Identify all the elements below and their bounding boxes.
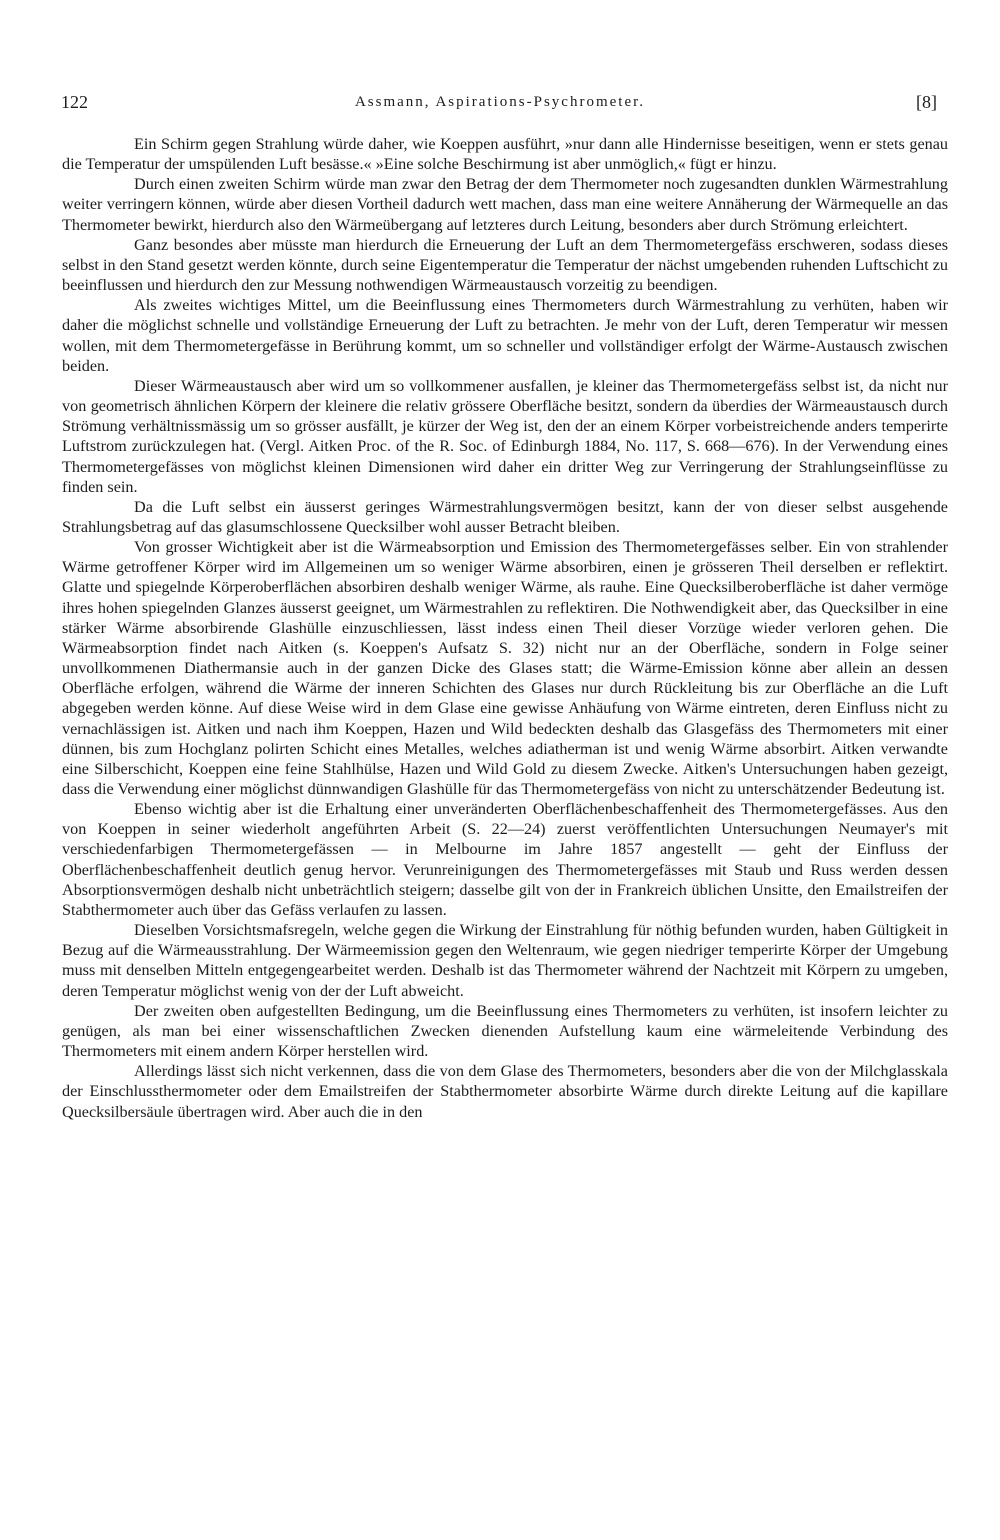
paragraph: Allerdings lässt sich nicht verkennen, dass die von dem Glase des Thermometers, besonders aber die von der Milchglasskala der Einschlussthermometer oder dem Emailstreifen der Stabthermometer absorbirte Wärme durch direkte Leitung auf die kapillare Quecksilbersäule übertragen wird. Aber auch die in den bbox=[62, 1062, 948, 1121]
paragraph: Durch einen zweiten Schirm würde man zwar den Betrag der dem Thermometer noch zugesandten dunklen Wärmestrahlung weiter verringern können, würde aber diesen Vortheil dadurch wett machen, dass man eine weitere Annäherung der Wärmequelle an das Thermometer bewirkt, hierdurch also den Wärmeübergang auf letzteres durch Leitung, besonders aber durch Strömung erleichtert. bbox=[62, 175, 948, 234]
paragraph: Ein Schirm gegen Strahlung würde daher, wie Koeppen ausführt, »nur dann alle Hindernisse beseitigen, wenn er stets genau die Temperatur der umspülenden Luft besässe.« »Eine solche Beschirmung ist aber unmöglich,« fügt er hinzu. bbox=[62, 135, 948, 174]
paragraph: Dieser Wärmeaustausch aber wird um so vollkommener ausfallen, je kleiner das Thermometergefäss selbst ist, da nicht nur von geometrisch ähnlichen Körpern der kleinere die relativ grössere Oberfläche besitzt, sondern da überdies der Wärmeaustausch durch Strömung verhältnissmässig um so grösser ausfällt, je kürzer der Weg ist, den der an einem Körper vorbeistreichende anders temperirte Luftstrom zurückzulegen hat. (Vergl. Aitken Proc. of the R. Soc. of Edinburgh 1884, No. 117, S. 668—676). In der Verwendung eines Thermometergefässes von möglichst kleinen Dimensionen wird daher ein dritter Weg zur Verringerung der Strahlungseinflüsse zu finden sein. bbox=[62, 376, 948, 496]
paragraph: Ganz besondes aber müsste man hierdurch die Erneuerung der Luft an dem Thermometergefäss erschweren, sodass dieses selbst in den Stand gesetzt werden könnte, durch seine Eigentemperatur die Temperatur der nächst umgebenden ruhenden Luftschicht zu beeinflussen und hierdurch den zur Messung nothwendigen Wärmeaustausch vorzeitig zu beendigen. bbox=[62, 235, 948, 295]
paragraph: Von grosser Wichtigkeit aber ist die Wärmeabsorption und Emission des Thermometergefässes selber. Ein von strahlender Wärme getroffener Körper wird im Allgemeinen um so weniger Wärme absorbiren, einen je grösseren Theil derselben er reflektirt. Glatte und spiegelnde Körperoberflächen absorbiren deshalb weniger Wärme, als rauhe. Eine Quecksilberoberfläche ist daher vermöge ihres hohen spiegelnden Glanzes äusserst geeignet, um Wärmestrahlen zu reflektiren. Die Nothwendigkeit aber, das Quecksilber in eine stärker Wärme absorbirende Glashülle einzuschliessen, lässt indess einen Theil dieser Vorzüge wieder verloren gehen. Die Wärmeabsorption findet nach Aitken (s. Koeppen's Aufsatz S. 32) nicht nur an der Oberfläche, sondern in Folge seiner unvollkommenen Diathermansie auch in der ganzen Dicke des Glases statt; die Wärme-Emission könne aber allein an dessen Oberfläche erfolgen, während die Wärme der inneren Schichten des Glases nur durch Rückleitung bis zur Oberfläche an die Luft abgegeben werden könne. Auf diese Weise wird in dem Glase eine gewisse Anhäufung von Wärme eintreten, deren Einfluss nicht zu vernachlässigen ist. Aitken und nach ihm Koeppen, Hazen und Wild bedeckten deshalb das Glasgefäss des Thermometers mit einer dünnen, bis zum Hochglanz polirten Schicht eines Metalles, welches adiatherman ist und wenig Wärme absorbirt. Aitken verwandte eine Silberschicht, Koeppen eine feine Stahlhülse, Hazen und Wild Gold zu diesem Zwecke. Aitken's Untersuchungen haben gezeigt, dass die Verwendung einer möglichst dünnwandigen Glashülle für das Thermometergefäss von nicht zu unterschätzender Bedeutung ist. bbox=[62, 538, 948, 798]
paragraph: Ebenso wichtig aber ist die Erhaltung einer unveränderten Oberflächenbeschaffenheit des Thermometergefässes. Aus den von Koeppen in seiner wiederholt angeführten Arbeit (S. 22—24) zuerst veröffentlichten Untersuchungen Neumayer's mit verschiedenfarbigen Thermometergefässen — in Melbourne im Jahre 1857 angestellt — geht der Einfluss der Oberflächenbeschaffenheit deutlich genug hervor. Verunreinigungen des Thermometergefässes mit Staub und Russ werden dessen Absorptionsvermögen deshalb nicht unbeträchtlich steigern; dasselbe gilt von der in Frankreich üblichen Unsitte, den Emailstreifen der Stabthermometer auch über das Gefäss verlaufen zu lassen. bbox=[62, 800, 948, 919]
paragraph: Da die Luft selbst ein äusserst geringes Wärmestrahlungsvermögen besitzt, kann der von dieser selbst ausgehende Strahlungsbetrag auf das glasumschlossene Quecksilber wohl ausser Betracht bleiben. bbox=[62, 497, 948, 536]
page-number: 122 bbox=[61, 92, 88, 112]
body-text bbox=[62, 134, 948, 1122]
page-header bbox=[0, 92, 1000, 116]
section-marker: [8] bbox=[916, 92, 937, 112]
running-title: Assmann, Aspirations-Psychrometer. bbox=[354, 94, 646, 110]
paragraph: Als zweites wichtiges Mittel, um die Beeinflussung eines Thermometers durch Wärmestrahlung zu verhüten, haben wir daher die möglichst schnelle und vollständige Erneuerung der Luft zu betrachten. Je mehr von der Luft, deren Temperatur wir messen wollen, mit dem Thermometergefässe in Berührung kommt, um so schneller und vollständiger erfolgt der Wärme-Austausch zwischen beiden. bbox=[62, 296, 948, 375]
paragraph: Der zweiten oben aufgestellten Bedingung, um die Beeinflussung eines Thermometers zu verhüten, ist insofern leichter zu genügen, als man bei einer wissenschaftlichen Zwecken dienenden Aufstellung kaum eine wärmeleitende Verbindung des Thermometers mit einem andern Körper herstellen wird. bbox=[62, 1001, 948, 1061]
paragraph: Dieselben Vorsichtsmafsregeln, welche gegen die Wirkung der Einstrahlung für nöthig befunden wurden, haben Gültigkeit in Bezug auf die Wärmeausstrahlung. Der Wärmeemission gegen den Weltenraum, wie gegen niedriger temperirte Körper der Umgebung muss mit denselben Mitteln entgegengearbeitet werden. Deshalb ist das Thermometer während der Nachtzeit mit Körpern zu umgeben, deren Temperatur möglichst wenig von der der Luft abweicht. bbox=[62, 921, 948, 1000]
